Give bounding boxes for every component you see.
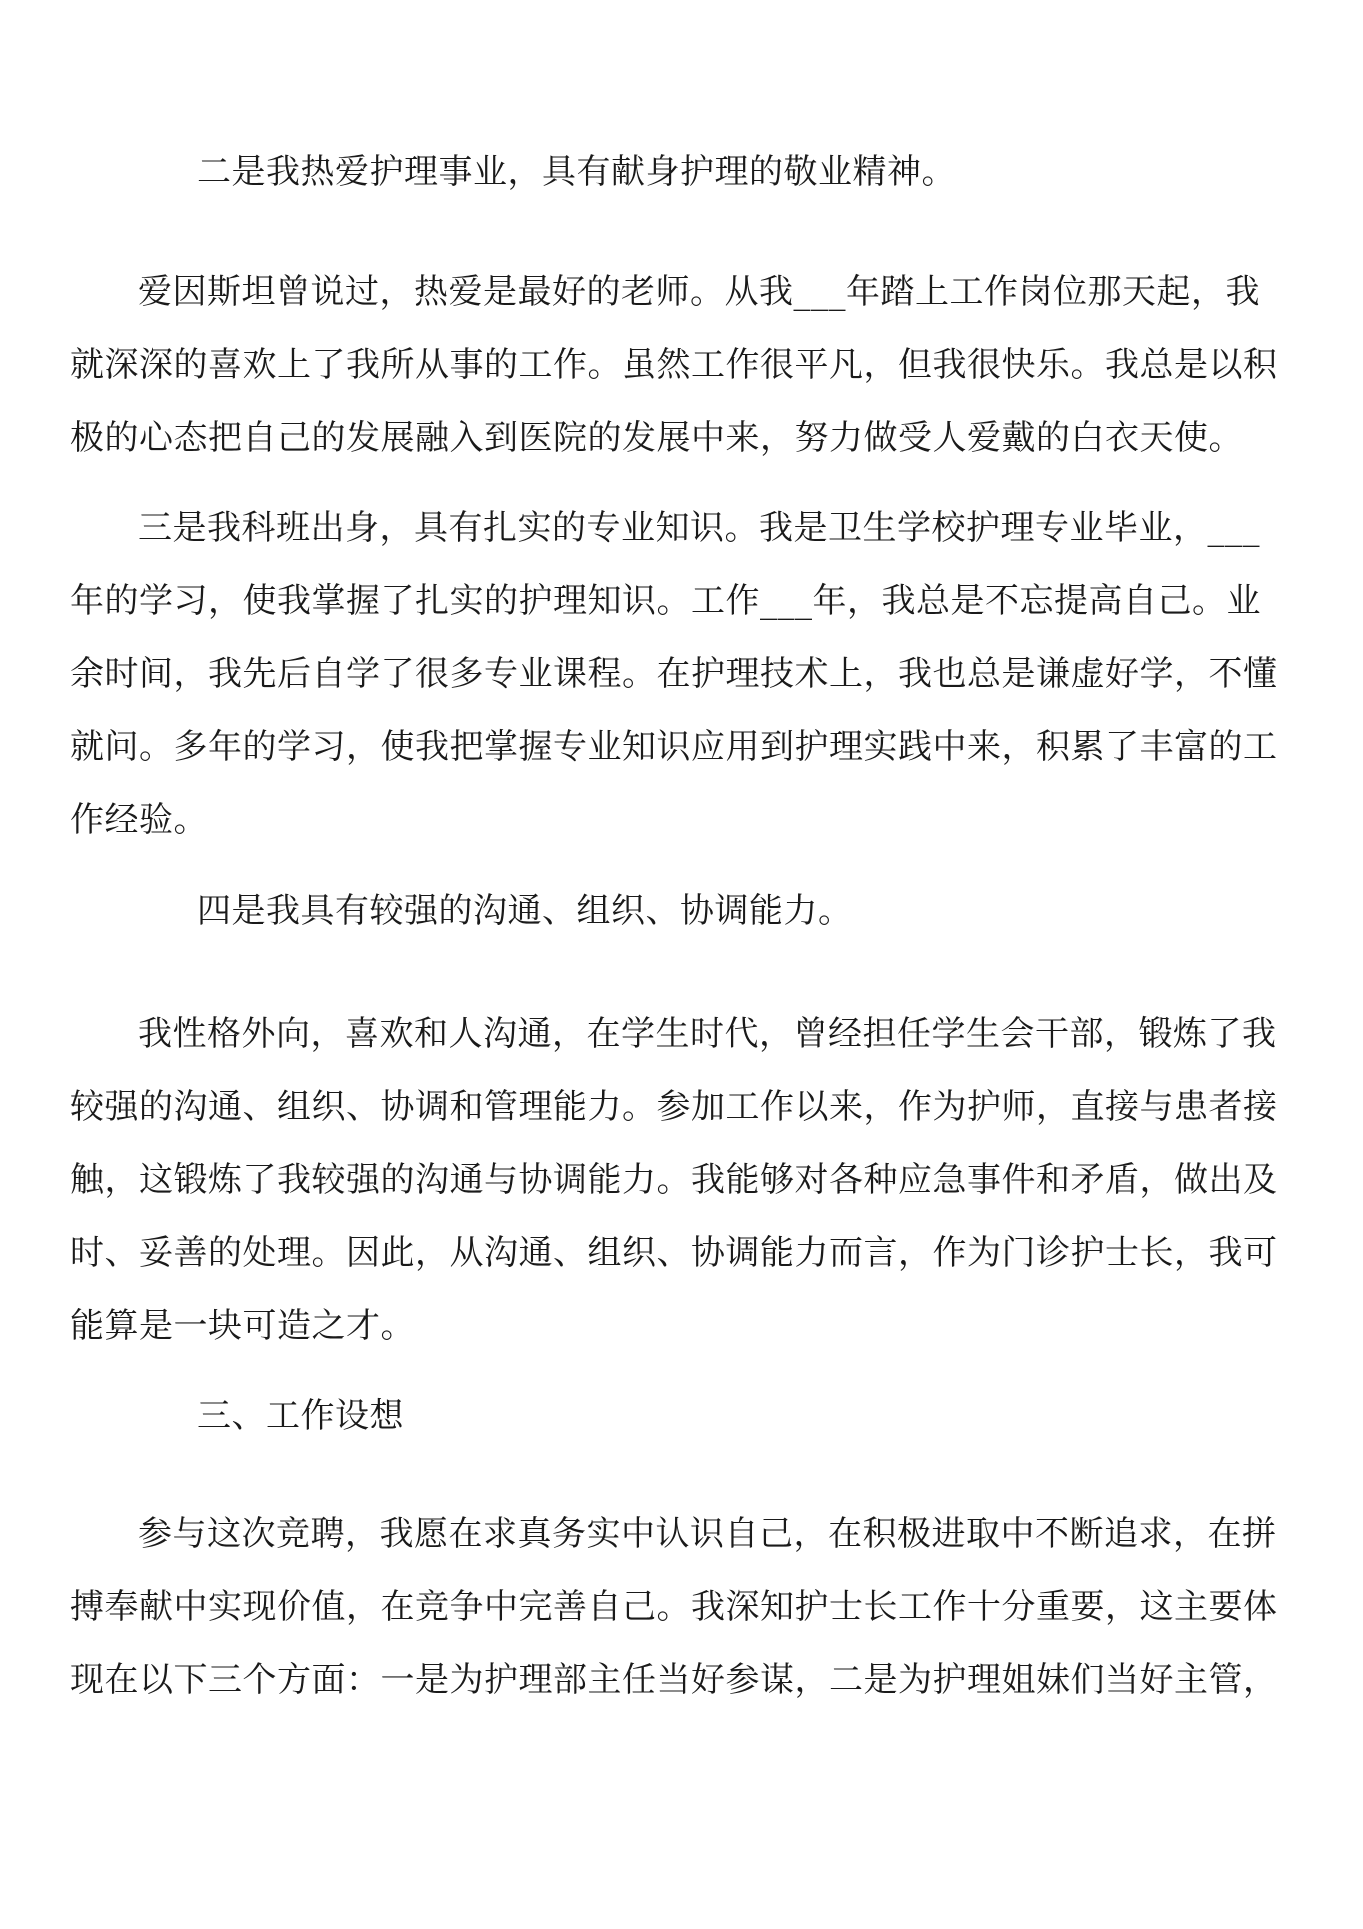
text-line: 就问。多年的学习，使我把掌握专业知识应用到护理实践中来，积累了丰富的工 (70, 727, 1278, 767)
text-line: 爱因斯坦曾说过，热爱是最好的老师。从我___年踏上工作岗位那天起，我 (138, 272, 1260, 312)
paragraph-professional-knowledge (70, 492, 1278, 857)
text-line: 二是我热爱护理事业，具有献身护理的敬业精神。 (197, 152, 956, 192)
text-line: 参与这次竞聘，我愿在求真务实中认识自己，在积极进取中不断追求，在拼 (138, 1514, 1277, 1554)
text-line: 时、妥善的处理。因此，从沟通、组织、协调能力而言，作为门诊护士长，我可 (70, 1233, 1278, 1273)
text-line: 我性格外向，喜欢和人沟通，在学生时代，曾经担任学生会干部，锻炼了我 (138, 1014, 1277, 1054)
text-line: 搏奉献中实现价值，在竞争中完善自己。我深知护士长工作十分重要，这主要体 (70, 1587, 1278, 1627)
text-line: 余时间，我先后自学了很多专业课程。在护理技术上，我也总是谦虚好学，不懂 (70, 654, 1278, 694)
paragraph-communication-heading (197, 875, 1327, 948)
paragraph-love-of-nursing-heading (197, 136, 1327, 209)
text-line: 极的心态把自己的发展融入到医院的发展中来，努力做受人爱戴的白衣天使。 (70, 418, 1243, 458)
text-line: 能算是一块可造之才。 (70, 1306, 415, 1346)
text-line: 触，这锻炼了我较强的沟通与协调能力。我能够对各种应急事件和矛盾，做出及 (70, 1160, 1278, 1200)
text-line: 较强的沟通、组织、协调和管理能力。参加工作以来，作为护师，直接与患者接 (70, 1087, 1278, 1127)
text-line: 年的学习，使我掌握了扎实的护理知识。工作___年，我总是不忘提高自己。业 (70, 581, 1261, 621)
text-line: 现在以下三个方面：一是为护理部主任当好参谋，二是为护理姐妹们当好主管， (70, 1660, 1278, 1700)
paragraph-personality (70, 998, 1278, 1363)
paragraph-einstein-quote (70, 256, 1278, 475)
text-line: 作经验。 (70, 800, 208, 840)
text-line: 四是我具有较强的沟通、组织、协调能力。 (197, 891, 853, 931)
text-line: 就深深的喜欢上了我所从事的工作。虽然工作很平凡，但我很快乐。我总是以积 (70, 345, 1278, 385)
paragraph-competition (70, 1498, 1278, 1717)
section-heading-work-plan (197, 1380, 1327, 1453)
text-line: 三是我科班出身，具有扎实的专业知识。我是卫生学校护理专业毕业，___ (138, 508, 1260, 548)
text-line: 三、工作设想 (197, 1396, 404, 1436)
